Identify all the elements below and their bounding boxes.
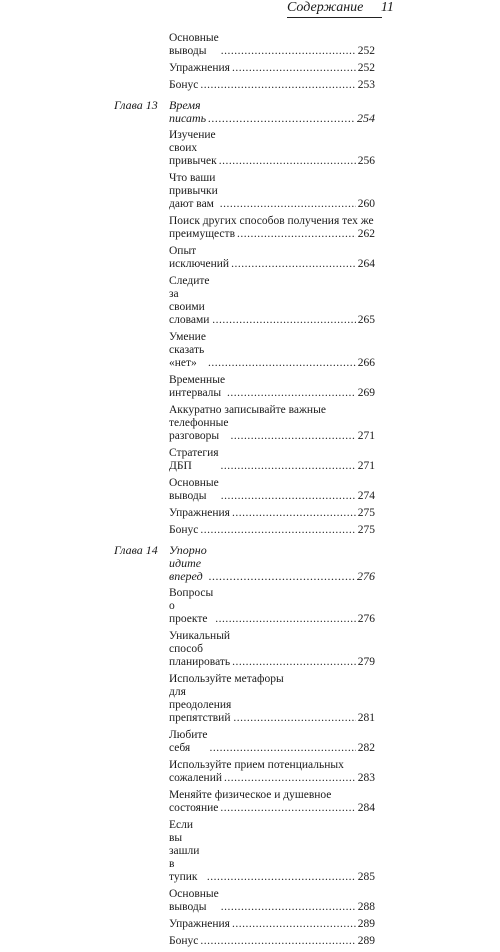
toc-entry-title: Упражнения [169, 918, 230, 930]
dot-leader [221, 901, 356, 914]
toc-row [0, 587, 500, 626]
toc-row [0, 172, 500, 211]
page-number: 11 [380, 0, 394, 15]
toc-row [0, 374, 500, 400]
toc-page-number: 275 [357, 507, 375, 519]
toc-page-number: 276 [357, 569, 375, 583]
toc-entry-title: Бонус [169, 79, 199, 91]
toc-row [0, 918, 500, 931]
toc-page-number: 260 [357, 198, 375, 210]
toc-page-number: 256 [357, 155, 375, 167]
dot-leader [219, 155, 356, 168]
toc-row [0, 477, 500, 503]
toc-entry-title: Что ваши привычки дают вам [169, 172, 218, 210]
toc-row [0, 544, 500, 583]
toc-entry-title: состояние [169, 802, 219, 814]
toc-row [0, 630, 500, 669]
toc-entry-title: Основные выводы [169, 888, 219, 913]
toc-page-number: 264 [357, 258, 375, 270]
toc-page-number: 262 [357, 228, 375, 240]
toc-page-number: 281 [357, 712, 375, 724]
toc-entry-title: Бонус [169, 524, 199, 536]
toc-row [0, 215, 500, 241]
running-head-title: Содержание [287, 0, 364, 15]
toc-entry-title: Временные интервалы [169, 374, 226, 399]
toc-page-number: 284 [357, 802, 375, 814]
toc-entry-title: Любите себя [169, 729, 208, 754]
toc-page-number: 266 [357, 357, 375, 369]
toc-entry-title: Бонус [169, 935, 199, 947]
toc-entry-title: преимуществ [169, 228, 235, 240]
toc-entry-title-line: Используйте метафоры [169, 673, 284, 685]
toc-page-number: 254 [357, 111, 375, 125]
toc-row [0, 79, 500, 92]
toc-page-number: 275 [357, 524, 375, 536]
toc-entry-title: Вопросы о проекте [169, 587, 214, 625]
toc-entry-title: Упорно идите вперед [169, 543, 207, 583]
dot-leader [231, 258, 356, 271]
dot-leader [207, 871, 356, 884]
dot-leader [208, 357, 356, 370]
dot-leader [220, 198, 356, 211]
dot-leader [224, 772, 356, 785]
toc-row [0, 935, 500, 948]
running-head [287, 0, 394, 16]
toc-entry-title: для преодоления препятствий [169, 686, 232, 724]
toc-row [0, 524, 500, 537]
toc-entry-title: Если вы зашли в тупик [169, 819, 200, 883]
dot-leader [209, 570, 355, 583]
chapter-label: Глава 14 [114, 543, 158, 557]
dot-leader [221, 45, 356, 58]
toc-entry-title-line: Меняйте физическое и душевное [169, 789, 332, 801]
toc-row [0, 888, 500, 914]
dot-leader [232, 62, 356, 75]
toc-row [0, 275, 500, 327]
dot-leader [221, 490, 356, 503]
dot-leader [200, 524, 355, 537]
toc-page-number: 269 [357, 387, 375, 399]
toc-row [0, 819, 500, 884]
header-rule [287, 17, 382, 18]
toc-row [0, 759, 500, 785]
toc-page-number: 283 [357, 772, 375, 784]
toc-page-number: 252 [357, 45, 375, 57]
dot-leader [221, 460, 356, 473]
table-of-contents [0, 32, 500, 952]
dot-leader [232, 656, 356, 669]
dot-leader [220, 802, 355, 815]
toc-entry-title: Основные выводы [169, 477, 219, 502]
toc-page-number: 289 [357, 918, 375, 930]
dot-leader [210, 742, 356, 755]
toc-entry-title: Упражнения [169, 507, 230, 519]
dot-leader [232, 507, 356, 520]
toc-entry-title: сожалений [169, 772, 223, 784]
toc-entry-title-line: Используйте прием потенциальных [169, 759, 344, 771]
toc-entry-title: Изучение своих привычек [169, 129, 217, 167]
toc-page-number: 252 [357, 62, 375, 74]
toc-entry-title-line: Аккуратно записывайте важные [169, 404, 326, 416]
toc-row [0, 32, 500, 58]
dot-leader [212, 314, 355, 327]
toc-row [0, 729, 500, 755]
toc-entry-title: Умение сказать «нет» [169, 331, 206, 369]
toc-entry-title: Уникальный способ планировать [169, 630, 231, 668]
dot-leader [200, 79, 355, 92]
toc-row [0, 673, 500, 725]
dot-leader [230, 430, 355, 443]
toc-entry-title: телефонные разговоры [169, 417, 229, 442]
toc-row [0, 404, 500, 443]
toc-entry-title: Опыт исключений [169, 245, 230, 270]
toc-entry-title: Стратегия ДБП [169, 447, 219, 472]
toc-row [0, 62, 500, 75]
toc-page-number: 282 [357, 742, 375, 754]
chapter-label: Глава 13 [114, 98, 158, 112]
toc-row [0, 129, 500, 168]
toc-page-number: 274 [357, 490, 375, 502]
toc-entry-title: Основные выводы [169, 32, 219, 57]
toc-row [0, 245, 500, 271]
dot-leader [233, 712, 355, 725]
toc-row [0, 447, 500, 473]
toc-page-number: 285 [357, 871, 375, 883]
dot-leader [237, 228, 356, 241]
dot-leader [208, 112, 355, 125]
toc-page-number: 271 [357, 460, 375, 472]
toc-page-number: 271 [357, 430, 375, 442]
toc-page-number: 276 [357, 613, 375, 625]
toc-entry-title: Упражнения [169, 62, 230, 74]
toc-entry-title: Следите за своими словами [169, 275, 210, 326]
toc-page-number: 279 [357, 656, 375, 668]
toc-row [0, 99, 500, 125]
toc-row [0, 331, 500, 370]
toc-entry-title: Время писать [169, 98, 207, 125]
toc-page-number: 265 [357, 314, 375, 326]
toc-row [0, 507, 500, 520]
toc-page-number: 289 [357, 935, 375, 947]
dot-leader [215, 613, 356, 626]
toc-entry-title-line: Поиск других способов получения тех же [169, 215, 374, 227]
toc-row [0, 789, 500, 815]
dot-leader [232, 918, 356, 931]
dot-leader [227, 387, 356, 400]
toc-page-number: 253 [357, 79, 375, 91]
dot-leader [200, 935, 355, 948]
toc-page-number: 288 [357, 901, 375, 913]
